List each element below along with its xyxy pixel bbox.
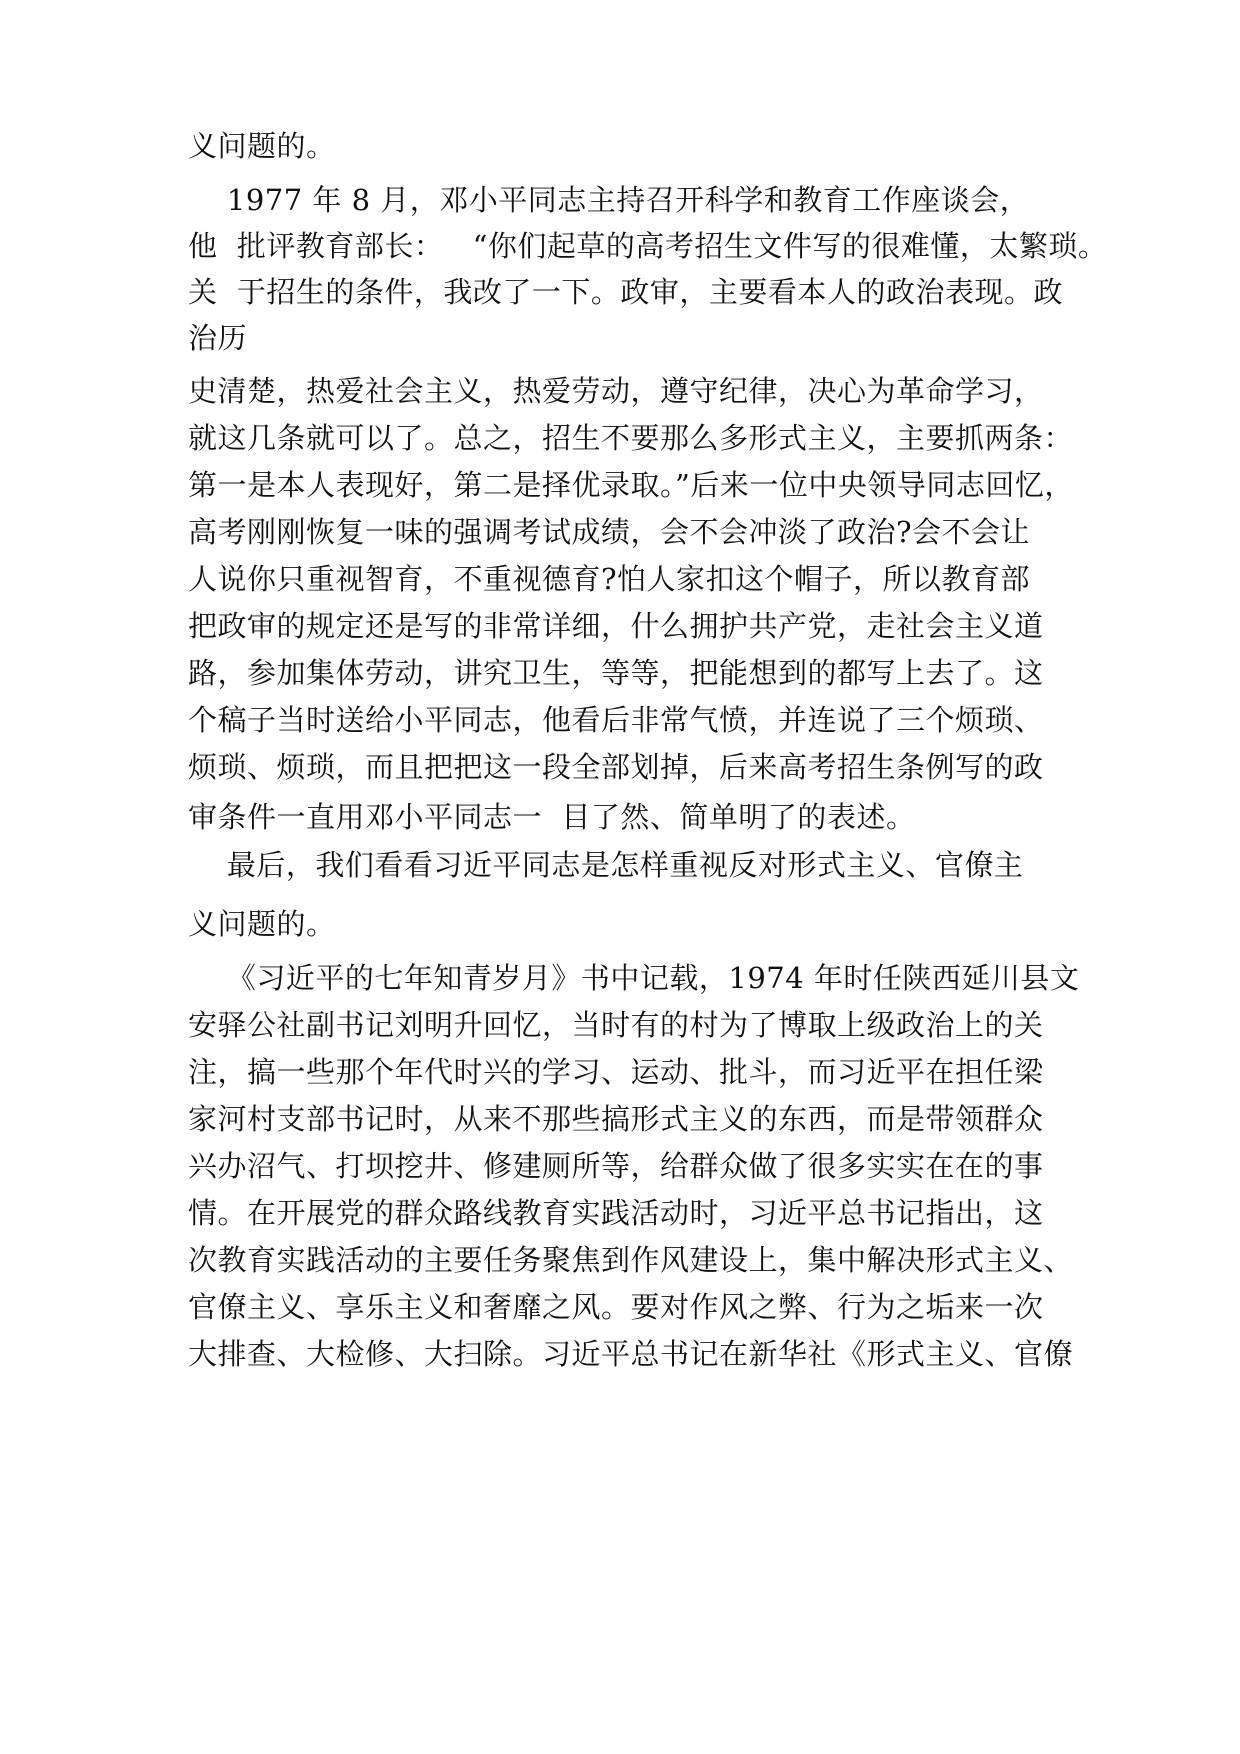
text-line: 个稿子当时送给小平同志，他看后非常气愤，并连说了三个烦琐、 bbox=[188, 703, 1044, 737]
text-line: 烦琐、烦琐，而且把把这一段全部划掉，后来高考招生条例写的政 bbox=[188, 750, 1044, 784]
text-line: 把政审的规定还是写的非常详细，什么拥护共产党，走社会主义道 bbox=[188, 609, 1044, 643]
text-line: 官僚主义、享乐主义和奢靡之风。要对作风之弊、行为之垢来一次 bbox=[188, 1290, 1044, 1324]
text-line: 1977 年 8 月，邓小平同志主持召开科学和教育工作座谈会， bbox=[188, 183, 1030, 217]
text-line: 《习近平的七年知青岁月》书中记载，1974 年时任陕西延川县文 bbox=[188, 961, 1080, 995]
text-line: 审条件一直用邓小平同志一 目了然、简单明了的表述。 bbox=[188, 800, 916, 834]
text-line: 次教育实践活动的主要任务聚焦到作风建设上，集中解决形式主义、 bbox=[188, 1243, 1074, 1277]
text-line: 安驿公社副书记刘明升回忆，当时有的村为了博取上级政治上的关 bbox=[188, 1008, 1044, 1042]
text-line: 义问题的。 bbox=[188, 129, 336, 163]
text-line: 他 批评教育部长： “你们起草的高考招生文件写的很难懂，太繁琐。 bbox=[188, 229, 1108, 263]
text-line: 史清楚，热爱社会主义，热爱劳动，遵守纪律，决心为革命学习， bbox=[188, 374, 1044, 408]
text-line: 义问题的。 bbox=[188, 907, 336, 941]
text-line: 人说你只重视智育，不重视德育?怕人家扣这个帽子，所以教育部 bbox=[188, 562, 1031, 596]
text-line: 路，参加集体劳动，讲究卫生，等等，把能想到的都写上去了。这 bbox=[188, 656, 1044, 690]
text-line: 注，搞一些那个年代时兴的学习、运动、批斗，而习近平在担任梁 bbox=[188, 1055, 1044, 1089]
text-line: 家河村支部书记时，从来不那些搞形式主义的东西，而是带领群众 bbox=[188, 1102, 1044, 1136]
text-line: 就这几条就可以了。总之，招生不要那么多形式主义，主要抓两条： bbox=[188, 421, 1074, 455]
text-line: 情。在开展党的群众路线教育实践活动时，习近平总书记指出，这 bbox=[188, 1196, 1044, 1230]
text-line: 高考刚刚恢复一味的强调考试成绩，会不会冲淡了政治?会不会让 bbox=[188, 515, 1031, 549]
text-line: 最后，我们看看习近平同志是怎样重视反对形式主义、官僚主 bbox=[188, 848, 1024, 882]
text-line: 第一是本人表现好，第二是择优录取。”后来一位中央领导同志回忆， bbox=[188, 468, 1074, 502]
text-line: 大排查、大检修、大扫除。习近平总书记在新华社《形式主义、官僚 bbox=[188, 1337, 1074, 1371]
text-line: 治历 bbox=[188, 321, 248, 355]
text-line: 关 于招生的条件，我改了一下。政审，主要看本人的政治表现。政 bbox=[188, 275, 1063, 309]
text-line: 兴办沼气、打坝挖井、修建厕所等，给群众做了很多实实在在的事 bbox=[188, 1149, 1044, 1183]
